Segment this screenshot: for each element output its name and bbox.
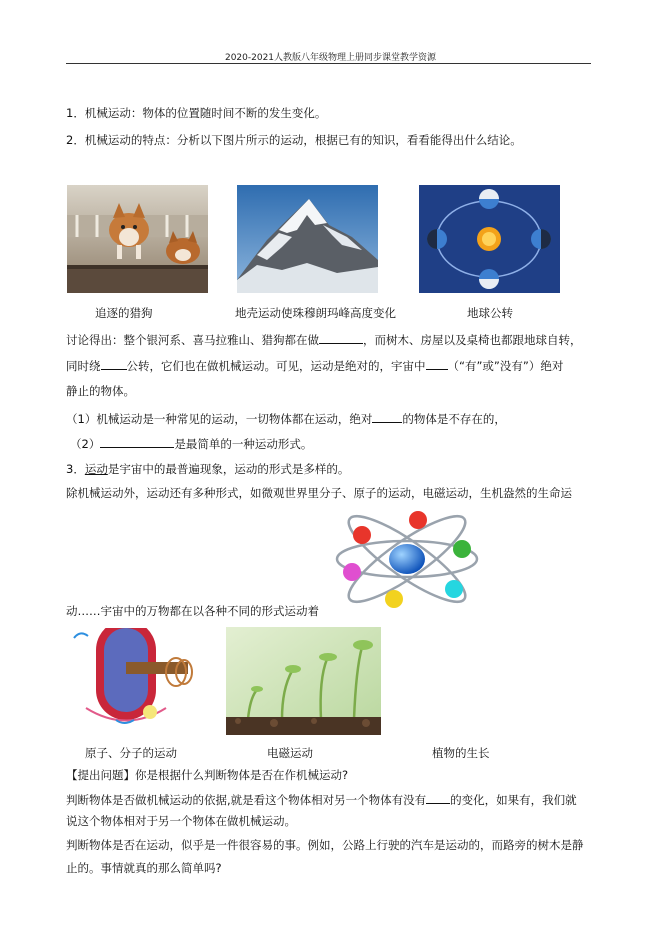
caption-mountain: 地壳运动使珠穆朗玛峰高度变化 [235,306,396,320]
blank-motion-type[interactable] [319,332,363,344]
item-3: 3．运动是宇宙中的最普遍现象，运动的形式是多样的。 [66,462,350,476]
question-line-4: 止的。事情就真的那么简单吗? [66,861,222,875]
sprouting-plants [226,627,381,735]
caption-plants: 植物的生长 [432,746,490,760]
caption-em: 电磁运动 [267,746,313,760]
dogs-photo [67,185,208,293]
discussion-line-3: 静止的物体。 [66,384,135,398]
blank-has-or-not[interactable] [426,358,448,370]
atom-model [328,508,486,610]
blank-orbit-center[interactable] [101,358,127,370]
caption-dogs: 追逐的猎狗 [95,306,153,320]
question-line-1: 判断物体是否做机械运动的依据,就是看这个物体相对另一个物体有没有 的变化，如果有，我们就 [66,793,577,807]
blank-absolute[interactable] [372,411,402,423]
item-3-line-3: 动……宇宙中的万物都在以各种不同的形式运动着 [66,604,319,618]
caption-earth: 地球公转 [467,306,513,320]
magnet-device [66,628,212,736]
question-title: 【提出问题】你是根据什么判断物体是否在作机械运动? [66,768,349,782]
point-2: （2） 是最简单的一种运动形式。 [70,437,313,451]
mountain-photo [237,185,378,293]
page-header: 2020-2021人教版八年级物理上册同步课堂教学资源 [224,53,437,63]
earth-orbit-diagram [419,185,560,293]
caption-particles: 原子、分子的运动 [85,746,177,760]
header-divider [66,63,591,64]
point-1: （1）机械运动是一种常见的运动，一切物体都在运动，绝对 的物体是不存在的， [66,412,506,426]
question-line-2: 说这个物体相对于另一个物体在做机械运动。 [66,814,296,828]
blank-simplest-motion[interactable] [100,436,174,448]
item-2: 2．机械运动的特点：分析以下图片所示的运动，根据已有的知识，看看能得出什么结论。 [66,133,522,147]
discussion-line-2: 同时绕 公转，它们也在做机械运动。可见，运动是绝对的，宇宙中 （“有”或”没有”）绝对 [66,359,564,373]
question-line-3: 判断物体是否在运动，似乎是一件很容易的事。例如，公路上行驶的汽车是运动的，而路旁的树木是静 [66,838,584,852]
item-3-line-2: 除机械运动外，运动还有多种形式，如微观世界里分子、原子的运动，电磁运动，生机盎然的生命运 [66,486,572,500]
blank-position-change[interactable] [426,792,450,804]
discussion-line-1: 讨论得出：整个银河系、喜马拉雅山、猎狗都在做 ，而树木、房屋以及桌椅也都跟地球自转， [66,333,582,347]
item-1: 1．机械运动：物体的位置随时间不断的发生变化。 [66,106,327,120]
